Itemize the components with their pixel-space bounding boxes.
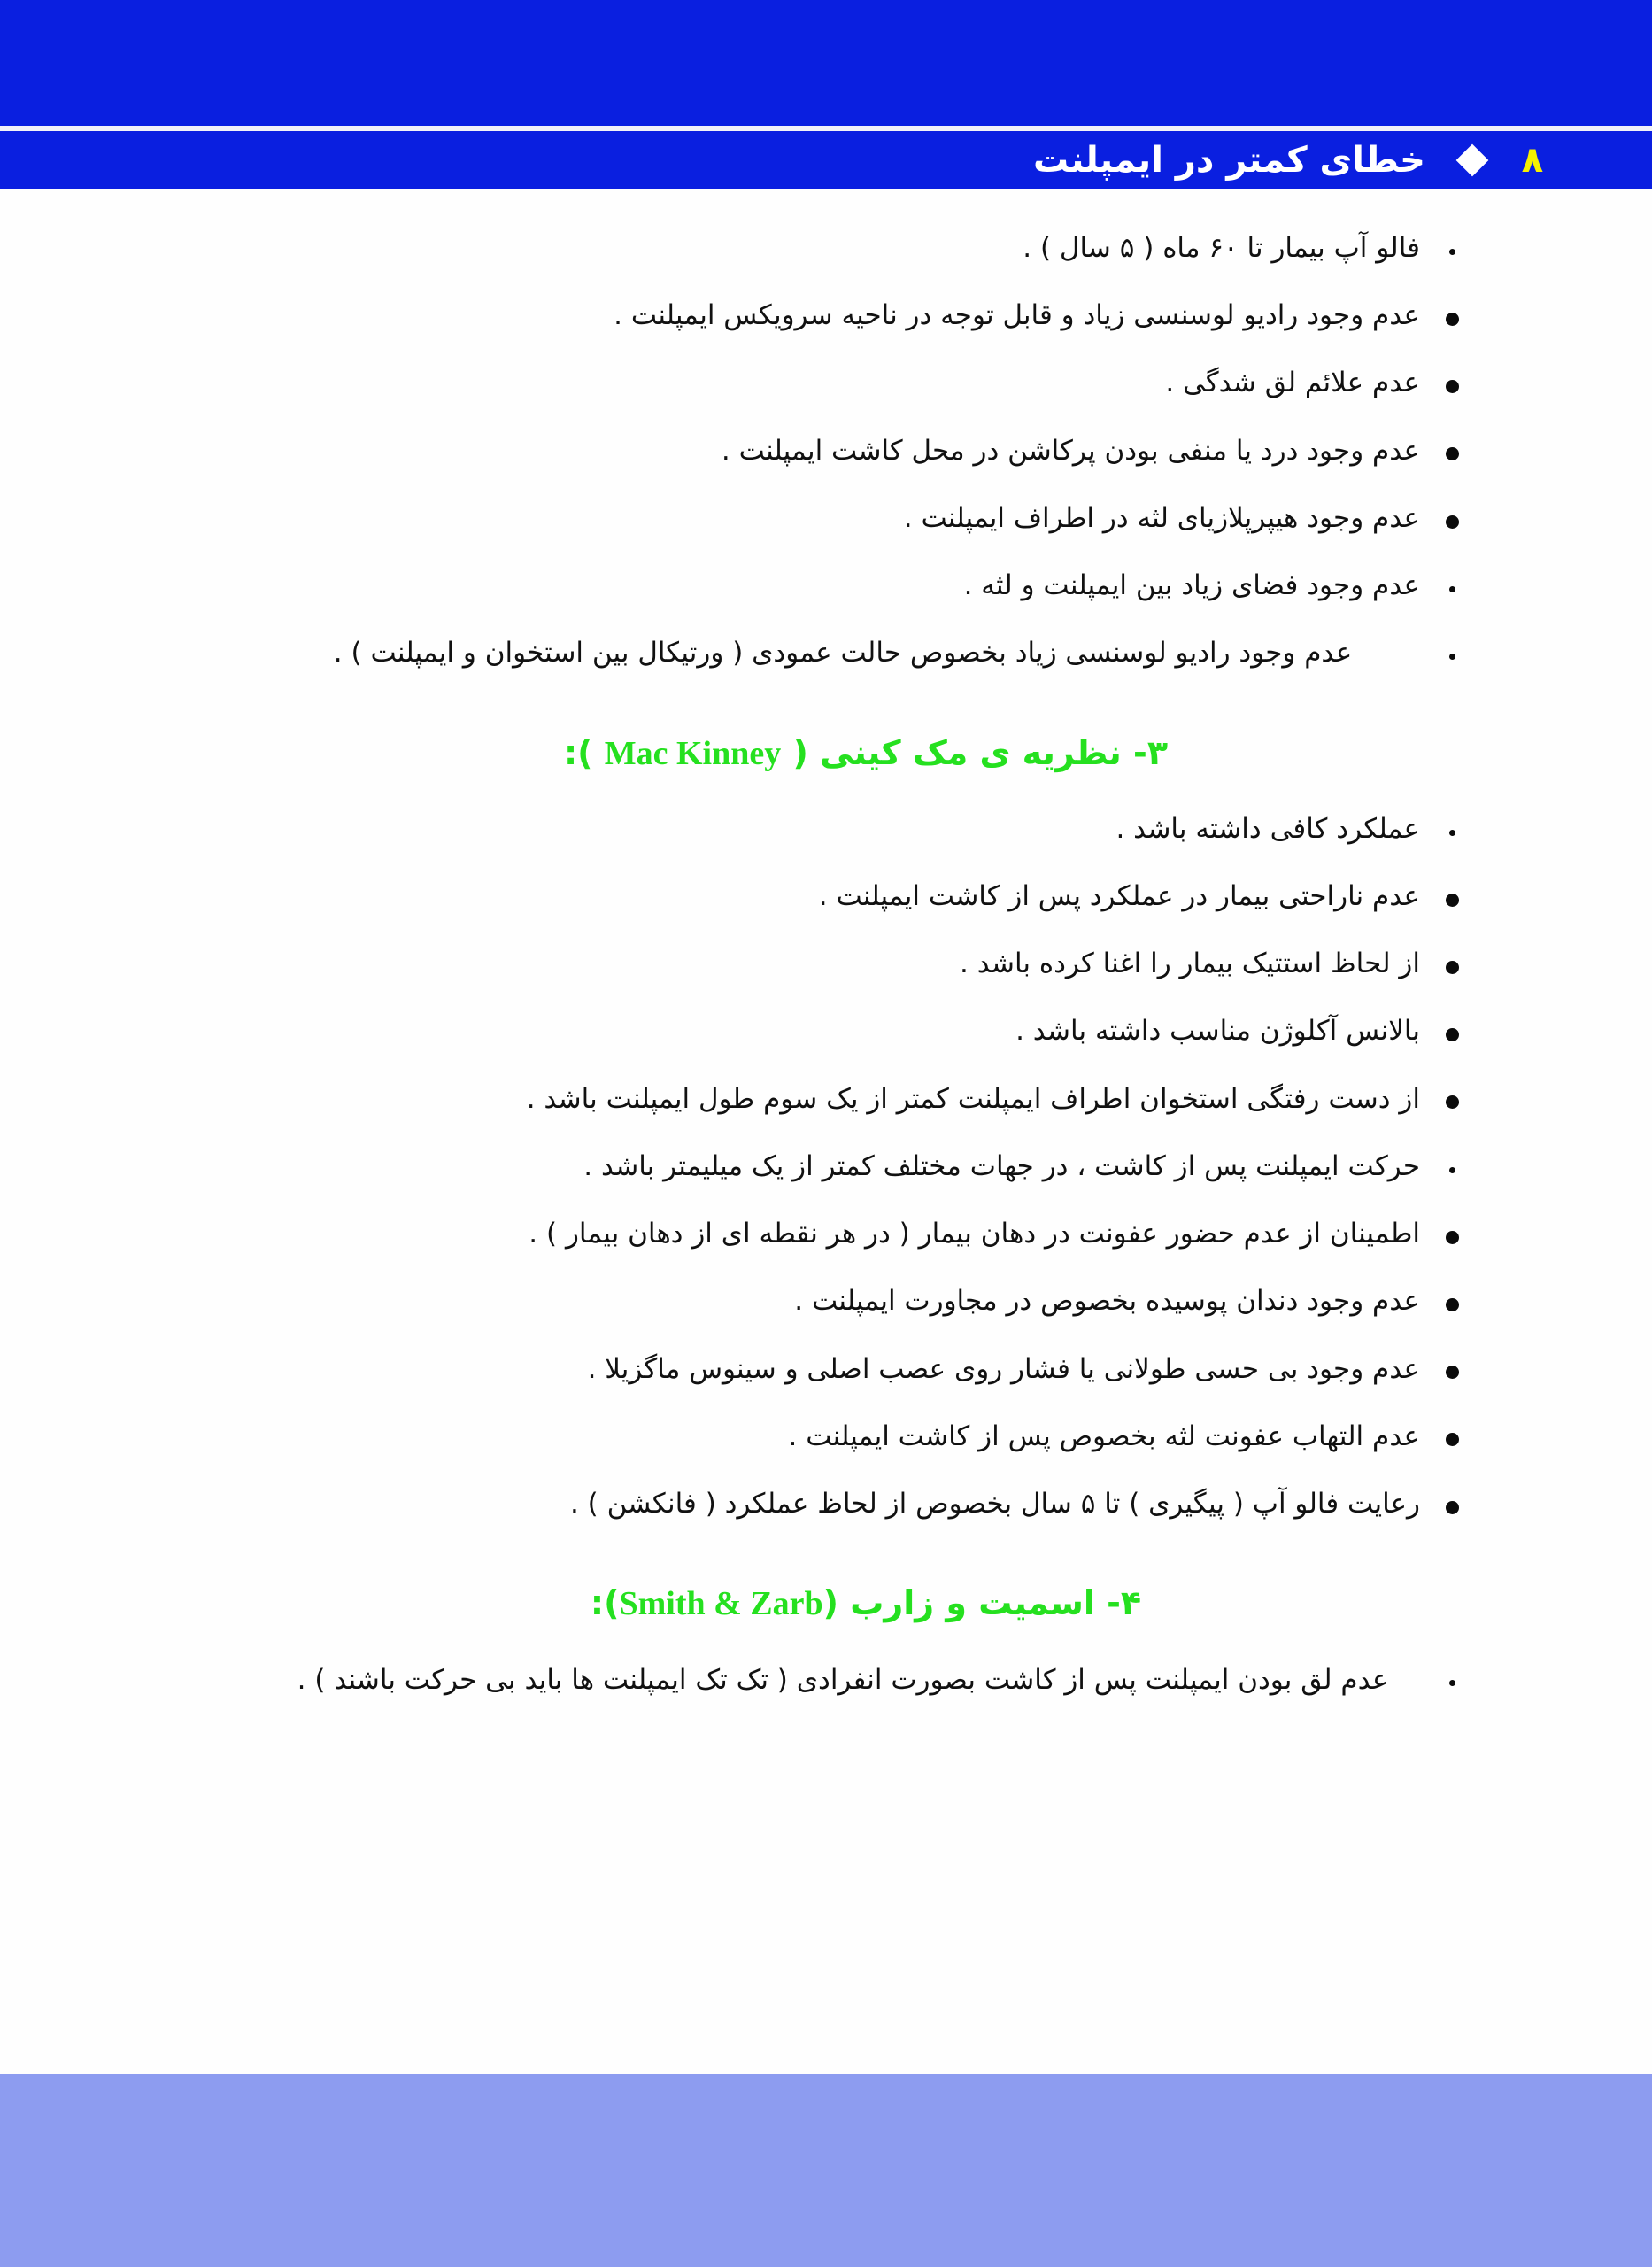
bullet-glyph [1449, 586, 1455, 592]
bullet-glyph [1446, 894, 1459, 907]
section-heading-mac-kinney [266, 731, 1466, 777]
bullet-glyph [1446, 1501, 1459, 1514]
bullet-filled-icon [1446, 515, 1459, 529]
list-item-text: عدم لق بودن ایمپلنت پس از کاشت بصورت انفرادی ( تک تک ایمپلنت ها باید بی حرکت باشند ) . [297, 1663, 1389, 1696]
bullet-dot-icon [1449, 826, 1459, 836]
list-item-text: عدم وجود درد یا منفی بودن پرکاشن در محل کاشت ایمپلنت . [721, 434, 1420, 467]
list-item-text: عدم وجود دندان پوسیده بخصوص در مجاورت ایمپلنت . [794, 1285, 1420, 1318]
list-item-text: فالو آپ بیمار تا ۶۰ ماه ( ۵ سال ) . [1023, 232, 1420, 264]
bullet-glyph [1446, 1366, 1459, 1379]
diamond-icon [1456, 144, 1489, 177]
bullet-list-continued [266, 226, 1466, 676]
bullet-dot-icon [1449, 650, 1459, 660]
list-item [266, 496, 1466, 540]
list-item [266, 1658, 1466, 1702]
list-item-text: اطمینان از عدم حضور عفونت در دهان بیمار ( در هر نقطه ای از دهان بیمار ) . [529, 1218, 1420, 1250]
list-item-text: رعایت فالو آپ ( پیگیری ) تا ۵ سال بخصوص از لحاظ عملکرد ( فانکشن ) . [569, 1488, 1420, 1520]
bullet-filled-icon [1446, 380, 1459, 393]
list-item [266, 874, 1466, 918]
bullet-list-mac-kinney [266, 807, 1466, 1526]
bullet-filled-icon [1446, 313, 1459, 326]
section-heading-3-latin: Mac Kinney [604, 734, 782, 772]
list-item [266, 1414, 1466, 1458]
bullet-dot-icon [1449, 1164, 1459, 1173]
bullet-filled-icon [1446, 1433, 1459, 1446]
section-heading-4-latin: Smith & Zarb [619, 1585, 823, 1623]
page-content [0, 226, 1652, 1725]
header-content [1033, 133, 1546, 188]
section-heading-smith-zarb [266, 1581, 1466, 1627]
list-item-text: عدم وجود فضای زیاد بین ایمپلنت و لثه . [963, 569, 1420, 602]
bullet-filled-icon [1446, 1298, 1459, 1311]
list-item-text: از دست رفتگی استخوان اطراف ایمپلنت کمتر از یک سوم طول ایمپلنت باشد . [526, 1082, 1420, 1115]
list-item-text: عدم وجود رادیو لوسنسی زیاد و قابل توجه در ناحیه سرویکس ایمپلنت . [614, 299, 1420, 332]
section-heading-4-prefix: ۴- اسمیت و زارب ( [822, 1583, 1142, 1623]
bullet-glyph [1446, 313, 1459, 326]
list-item [266, 360, 1466, 405]
page-footer-band [0, 2074, 1652, 2267]
bullet-filled-icon [1446, 1095, 1459, 1109]
list-item [266, 293, 1466, 337]
bullet-glyph [1446, 1433, 1459, 1446]
bullet-glyph [1449, 249, 1455, 255]
bullet-dot-icon [1449, 1676, 1459, 1686]
list-item [266, 941, 1466, 986]
list-item-text: عدم التهاب عفونت لثه بخصوص پس از کاشت ایمپلنت . [788, 1420, 1420, 1452]
section-heading-4-suffix: ): [590, 1583, 620, 1623]
bullet-glyph [1449, 830, 1455, 836]
list-item [266, 563, 1466, 607]
list-item [266, 226, 1466, 270]
list-item-text: عدم وجود بی حسی طولانی یا فشار روی عصب اصلی و سینوس ماگزیلا . [587, 1352, 1420, 1385]
bullet-glyph [1446, 1028, 1459, 1041]
bullet-filled-icon [1446, 1366, 1459, 1379]
bullet-filled-icon [1446, 1028, 1459, 1041]
list-item-text: از لحاظ استتیک بیمار را اغنا کرده باشد . [960, 948, 1420, 980]
bullet-filled-icon [1446, 447, 1459, 460]
bullet-glyph [1446, 515, 1459, 529]
bullet-filled-icon [1446, 961, 1459, 974]
list-item-text: عدم ناراحتی بیمار در عملکرد پس از کاشت ایمپلنت . [818, 880, 1420, 913]
list-item-text: بالانس آکلوژن مناسب داشته باشد . [1015, 1015, 1420, 1048]
section-heading-3-prefix: ۳- نظریه ی مک کینی ( [781, 732, 1169, 772]
list-item [266, 1482, 1466, 1526]
bullet-glyph [1449, 1167, 1455, 1173]
bullet-glyph [1446, 380, 1459, 393]
list-item [266, 1211, 1466, 1256]
list-item [266, 631, 1466, 675]
bullet-filled-icon [1446, 1501, 1459, 1514]
list-item [266, 1009, 1466, 1053]
list-item-text: عدم علائم لق شدگی . [1165, 367, 1420, 399]
header-divider-rule [0, 126, 1652, 131]
running-head-title: خطای کمتر در ایمپلنت [1033, 140, 1425, 181]
list-item-text: عدم وجود رادیو لوسنسی زیاد بخصوص حالت عمودی ( ورتیکال بین استخوان و ایمپلنت ) . [333, 637, 1353, 669]
page-number: ۸ [1521, 140, 1544, 181]
list-item [266, 429, 1466, 473]
list-item-text: حرکت ایمپلنت پس از کاشت ، در جهات مختلف کمتر از یک میلیمتر باشد . [583, 1149, 1420, 1182]
bullet-glyph [1446, 961, 1459, 974]
bullet-glyph [1446, 1231, 1459, 1244]
list-item [266, 1347, 1466, 1391]
list-item [266, 807, 1466, 851]
list-item [266, 1077, 1466, 1121]
bullet-glyph [1446, 1298, 1459, 1311]
section-heading-3-suffix: ): [563, 732, 605, 772]
list-item-text: عملکرد کافی داشته باشد . [1115, 812, 1420, 845]
bullet-filled-icon [1446, 894, 1459, 907]
bullet-dot-icon [1449, 583, 1459, 592]
list-item [266, 1279, 1466, 1323]
page-header-band [0, 0, 1652, 189]
bullet-glyph [1446, 1095, 1459, 1109]
bullet-glyph [1449, 654, 1455, 660]
bullet-glyph [1449, 1680, 1455, 1686]
bullet-dot-icon [1449, 245, 1459, 255]
bullet-list-smith-zarb [266, 1658, 1466, 1702]
bullet-filled-icon [1446, 1231, 1459, 1244]
bullet-glyph [1446, 447, 1459, 460]
list-item [266, 1144, 1466, 1188]
list-item-text: عدم وجود هیپرپلازیای لثه در اطراف ایمپلنت . [903, 501, 1420, 534]
